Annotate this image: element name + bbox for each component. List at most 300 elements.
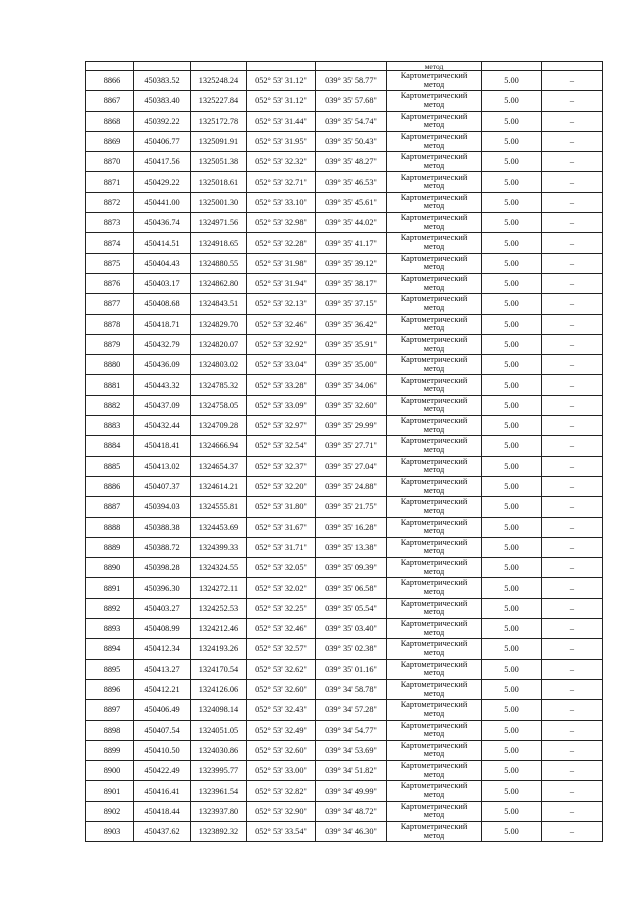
x-coordinate: 450394.03 — [134, 497, 191, 517]
note-dash: – — [542, 314, 603, 334]
x-coordinate: 450410.50 — [134, 740, 191, 760]
method-line-2: метод — [423, 587, 445, 597]
note-dash: – — [542, 456, 603, 476]
note-dash: – — [542, 416, 603, 436]
table-row — [86, 740, 603, 760]
y-coordinate: 1323892.32 — [191, 821, 247, 841]
y-coordinate: 1324880.55 — [191, 253, 247, 273]
table-row — [86, 497, 603, 517]
x-coordinate: 450392.22 — [134, 111, 191, 131]
method-line-1: Картометрический — [400, 822, 468, 832]
x-coordinate: 450441.00 — [134, 192, 191, 212]
longitude: 039° 35' 50.43" — [316, 131, 387, 151]
point-number: 8901 — [86, 781, 134, 801]
longitude: 039° 35' 35.00" — [316, 355, 387, 375]
method-line-1: Картометрический — [400, 91, 468, 101]
accuracy-value: 5.00 — [482, 395, 542, 415]
determination-method — [387, 558, 482, 578]
table-row — [86, 355, 603, 375]
determination-method — [387, 152, 482, 172]
determination-method — [387, 294, 482, 314]
top-cell-x — [134, 62, 191, 71]
note-dash: – — [542, 131, 603, 151]
method-line-2: метод — [423, 668, 445, 678]
point-number: 8903 — [86, 821, 134, 841]
longitude: 039° 35' 36.42" — [316, 314, 387, 334]
latitude: 052° 53' 32.97" — [247, 416, 316, 436]
point-number: 8895 — [86, 659, 134, 679]
top-cell-accuracy — [482, 62, 542, 71]
y-coordinate: 1324758.05 — [191, 395, 247, 415]
y-coordinate: 1324193.26 — [191, 639, 247, 659]
latitude: 052° 53' 33.09" — [247, 395, 316, 415]
longitude: 039° 35' 57.68" — [316, 91, 387, 111]
method-line-2: метод — [423, 810, 445, 820]
y-coordinate: 1323961.54 — [191, 781, 247, 801]
accuracy-value: 5.00 — [482, 456, 542, 476]
accuracy-value: 5.00 — [482, 213, 542, 233]
method-line-2: метод — [423, 140, 445, 150]
y-coordinate: 1325248.24 — [191, 71, 247, 91]
method-line-2: метод — [423, 465, 445, 475]
accuracy-value: 5.00 — [482, 294, 542, 314]
method-line-2: метод — [423, 323, 445, 333]
longitude: 039° 35' 02.38" — [316, 639, 387, 659]
point-number: 8898 — [86, 720, 134, 740]
longitude: 039° 35' 01.16" — [316, 659, 387, 679]
x-coordinate: 450418.44 — [134, 801, 191, 821]
latitude: 052° 53' 32.60" — [247, 740, 316, 760]
accuracy-value: 5.00 — [482, 71, 542, 91]
method-line-2: метод — [423, 181, 445, 191]
method-line-1: Картометрический — [400, 659, 468, 669]
table-row — [86, 273, 603, 293]
note-dash: – — [542, 294, 603, 314]
y-coordinate: 1324654.37 — [191, 456, 247, 476]
method-line-1: Картометрический — [400, 700, 468, 710]
determination-method — [387, 375, 482, 395]
point-number: 8894 — [86, 639, 134, 659]
determination-method — [387, 598, 482, 618]
x-coordinate: 450429.22 — [134, 172, 191, 192]
determination-method — [387, 659, 482, 679]
method-line-2: метод — [423, 424, 445, 434]
determination-method — [387, 517, 482, 537]
accuracy-value: 5.00 — [482, 700, 542, 720]
point-number: 8885 — [86, 456, 134, 476]
method-line-2: метод — [423, 120, 445, 130]
note-dash: – — [542, 679, 603, 699]
longitude: 039° 35' 05.54" — [316, 598, 387, 618]
latitude: 052° 53' 32.32" — [247, 152, 316, 172]
method-line-1: Картометрический — [400, 172, 468, 182]
y-coordinate: 1325001.30 — [191, 192, 247, 212]
longitude: 039° 35' 16.28" — [316, 517, 387, 537]
method-line-2: метод — [423, 160, 445, 170]
method-line-1: Картометрический — [400, 639, 468, 649]
method-line-1: Картометрический — [400, 334, 468, 344]
table-row — [86, 334, 603, 354]
accuracy-value: 5.00 — [482, 720, 542, 740]
method-line-2: метод — [423, 444, 445, 454]
x-coordinate: 450443.32 — [134, 375, 191, 395]
x-coordinate: 450403.27 — [134, 598, 191, 618]
accuracy-value: 5.00 — [482, 740, 542, 760]
determination-method — [387, 273, 482, 293]
longitude: 039° 35' 41.17" — [316, 233, 387, 253]
x-coordinate: 450417.56 — [134, 152, 191, 172]
x-coordinate: 450398.28 — [134, 558, 191, 578]
latitude: 052° 53' 32.60" — [247, 679, 316, 699]
note-dash: – — [542, 639, 603, 659]
determination-method — [387, 578, 482, 598]
method-line-1: Картометрический — [400, 720, 468, 730]
accuracy-value: 5.00 — [482, 111, 542, 131]
x-coordinate: 450403.17 — [134, 273, 191, 293]
x-coordinate: 450396.30 — [134, 578, 191, 598]
x-coordinate: 450383.40 — [134, 91, 191, 111]
note-dash: – — [542, 537, 603, 557]
method-line-2: метод — [423, 282, 445, 292]
y-coordinate: 1324212.46 — [191, 619, 247, 639]
table-row — [86, 172, 603, 192]
x-coordinate: 450414.51 — [134, 233, 191, 253]
longitude: 039° 35' 54.74" — [316, 111, 387, 131]
accuracy-value: 5.00 — [482, 558, 542, 578]
method-line-1: Картометрический — [400, 436, 468, 446]
method-line-2: метод — [423, 302, 445, 312]
method-line-1: Картометрический — [400, 558, 468, 568]
x-coordinate: 450412.21 — [134, 679, 191, 699]
note-dash: – — [542, 253, 603, 273]
point-number: 8880 — [86, 355, 134, 375]
accuracy-value: 5.00 — [482, 233, 542, 253]
latitude: 052° 53' 33.10" — [247, 192, 316, 212]
note-dash: – — [542, 192, 603, 212]
note-dash: – — [542, 720, 603, 740]
note-dash: – — [542, 558, 603, 578]
method-line-1: Картометрический — [400, 456, 468, 466]
longitude: 039° 35' 32.60" — [316, 395, 387, 415]
accuracy-value: 5.00 — [482, 91, 542, 111]
top-cell-lat — [247, 62, 316, 71]
determination-method — [387, 679, 482, 699]
method-line-2: метод — [423, 505, 445, 515]
y-coordinate: 1325091.91 — [191, 131, 247, 151]
point-number: 8879 — [86, 334, 134, 354]
table-top-row — [86, 62, 603, 71]
method-line-2: метод — [423, 607, 445, 617]
longitude: 039° 34' 54.77" — [316, 720, 387, 740]
latitude: 052° 53' 32.02" — [247, 578, 316, 598]
table-row — [86, 476, 603, 496]
latitude: 052° 53' 32.43" — [247, 700, 316, 720]
top-cell-y — [191, 62, 247, 71]
table-row — [86, 598, 603, 618]
y-coordinate: 1324918.65 — [191, 233, 247, 253]
y-coordinate: 1324862.80 — [191, 273, 247, 293]
table-row — [86, 659, 603, 679]
point-number: 8877 — [86, 294, 134, 314]
determination-method — [387, 416, 482, 436]
determination-method — [387, 213, 482, 233]
y-coordinate: 1325051.38 — [191, 152, 247, 172]
x-coordinate: 450437.62 — [134, 821, 191, 841]
method-line-2: метод — [423, 769, 445, 779]
latitude: 052° 53' 32.05" — [247, 558, 316, 578]
point-number: 8868 — [86, 111, 134, 131]
top-cell-lon — [316, 62, 387, 71]
method-line-1: Картометрический — [400, 395, 468, 405]
longitude: 039° 35' 38.17" — [316, 273, 387, 293]
accuracy-value: 5.00 — [482, 679, 542, 699]
table-row — [86, 91, 603, 111]
latitude: 052° 53' 32.98" — [247, 213, 316, 233]
method-line-2: метод — [423, 708, 445, 718]
note-dash: – — [542, 598, 603, 618]
point-number: 8887 — [86, 497, 134, 517]
point-number: 8878 — [86, 314, 134, 334]
x-coordinate: 450432.79 — [134, 334, 191, 354]
longitude: 039° 35' 24.88" — [316, 476, 387, 496]
latitude: 052° 53' 31.98" — [247, 253, 316, 273]
latitude: 052° 53' 31.44" — [247, 111, 316, 131]
method-line-2: метод — [423, 79, 445, 89]
accuracy-value: 5.00 — [482, 355, 542, 375]
point-number: 8871 — [86, 172, 134, 192]
longitude: 039° 35' 35.91" — [316, 334, 387, 354]
method-line-1: Картометрический — [400, 253, 468, 263]
y-coordinate: 1324820.07 — [191, 334, 247, 354]
latitude: 052° 53' 31.95" — [247, 131, 316, 151]
note-dash: – — [542, 395, 603, 415]
method-line-1: Картометрический — [400, 355, 468, 365]
method-line-1: Картометрический — [400, 801, 468, 811]
x-coordinate: 450407.54 — [134, 720, 191, 740]
table-row — [86, 213, 603, 233]
latitude: 052° 53' 31.12" — [247, 71, 316, 91]
latitude: 052° 53' 31.12" — [247, 91, 316, 111]
determination-method — [387, 111, 482, 131]
latitude: 052° 53' 31.67" — [247, 517, 316, 537]
table-row — [86, 131, 603, 151]
latitude: 052° 53' 32.57" — [247, 639, 316, 659]
method-line-2: метод — [423, 262, 445, 272]
method-line-2: метод — [423, 729, 445, 739]
latitude: 052° 53' 32.13" — [247, 294, 316, 314]
coordinates-table — [85, 61, 603, 842]
latitude: 052° 53' 31.71" — [247, 537, 316, 557]
x-coordinate: 450432.44 — [134, 416, 191, 436]
method-line-1: Картометрический — [400, 781, 468, 791]
y-coordinate: 1324453.69 — [191, 517, 247, 537]
method-line-1: Картометрический — [400, 131, 468, 141]
longitude: 039° 35' 09.39" — [316, 558, 387, 578]
table-row — [86, 456, 603, 476]
latitude: 052° 53' 32.71" — [247, 172, 316, 192]
top-cell-note — [542, 62, 603, 71]
note-dash: – — [542, 740, 603, 760]
x-coordinate: 450422.49 — [134, 761, 191, 781]
x-coordinate: 450412.34 — [134, 639, 191, 659]
table-row — [86, 233, 603, 253]
determination-method — [387, 821, 482, 841]
determination-method — [387, 172, 482, 192]
x-coordinate: 450408.99 — [134, 619, 191, 639]
table-row — [86, 111, 603, 131]
accuracy-value: 5.00 — [482, 537, 542, 557]
determination-method — [387, 781, 482, 801]
determination-method — [387, 639, 482, 659]
method-line-2: метод — [423, 221, 445, 231]
x-coordinate: 450407.37 — [134, 476, 191, 496]
method-line-2: метод — [423, 363, 445, 373]
accuracy-value: 5.00 — [482, 375, 542, 395]
y-coordinate: 1324126.06 — [191, 679, 247, 699]
longitude: 039° 35' 21.75" — [316, 497, 387, 517]
determination-method — [387, 720, 482, 740]
point-number: 8900 — [86, 761, 134, 781]
determination-method — [387, 456, 482, 476]
method-line-2: метод — [423, 343, 445, 353]
accuracy-value: 5.00 — [482, 781, 542, 801]
longitude: 039° 34' 48.72" — [316, 801, 387, 821]
note-dash: – — [542, 436, 603, 456]
y-coordinate: 1324272.11 — [191, 578, 247, 598]
longitude: 039° 35' 34.06" — [316, 375, 387, 395]
accuracy-value: 5.00 — [482, 659, 542, 679]
method-line-2: метод — [423, 647, 445, 657]
accuracy-value: 5.00 — [482, 253, 542, 273]
note-dash: – — [542, 781, 603, 801]
longitude: 039° 35' 06.58" — [316, 578, 387, 598]
table-row — [86, 537, 603, 557]
latitude: 052° 53' 32.82" — [247, 781, 316, 801]
note-dash: – — [542, 801, 603, 821]
determination-method — [387, 314, 482, 334]
note-dash: – — [542, 497, 603, 517]
method-line-1: Картометрический — [400, 294, 468, 304]
point-number: 8889 — [86, 537, 134, 557]
y-coordinate: 1325172.78 — [191, 111, 247, 131]
y-coordinate: 1324098.14 — [191, 700, 247, 720]
accuracy-value: 5.00 — [482, 416, 542, 436]
y-coordinate: 1325018.61 — [191, 172, 247, 192]
point-number: 8890 — [86, 558, 134, 578]
method-line-1: Картометрический — [400, 375, 468, 385]
latitude: 052° 53' 32.49" — [247, 720, 316, 740]
table-row — [86, 294, 603, 314]
accuracy-value: 5.00 — [482, 578, 542, 598]
x-coordinate: 450436.74 — [134, 213, 191, 233]
longitude: 039° 35' 39.12" — [316, 253, 387, 273]
table-row — [86, 192, 603, 212]
accuracy-value: 5.00 — [482, 598, 542, 618]
top-cell-method: метод — [387, 62, 482, 71]
point-number: 8888 — [86, 517, 134, 537]
method-line-1: Картометрический — [400, 619, 468, 629]
note-dash: – — [542, 659, 603, 679]
accuracy-value: 5.00 — [482, 801, 542, 821]
method-line-1: Картометрический — [400, 192, 468, 202]
note-dash: – — [542, 517, 603, 537]
accuracy-value: 5.00 — [482, 619, 542, 639]
table-row — [86, 395, 603, 415]
longitude: 039° 34' 51.82" — [316, 761, 387, 781]
latitude: 052° 53' 32.20" — [247, 476, 316, 496]
point-number: 8896 — [86, 679, 134, 699]
top-cell-number — [86, 62, 134, 71]
latitude: 052° 53' 32.90" — [247, 801, 316, 821]
determination-method — [387, 761, 482, 781]
determination-method — [387, 71, 482, 91]
x-coordinate: 450406.77 — [134, 131, 191, 151]
latitude: 052° 53' 33.04" — [247, 355, 316, 375]
method-line-2: метод — [423, 790, 445, 800]
determination-method — [387, 91, 482, 111]
method-line-1: Картометрический — [400, 152, 468, 162]
longitude: 039° 35' 29.99" — [316, 416, 387, 436]
method-line-1: Картометрический — [400, 274, 468, 284]
note-dash: – — [542, 700, 603, 720]
table-row — [86, 761, 603, 781]
table-body — [86, 62, 603, 842]
x-coordinate: 450413.27 — [134, 659, 191, 679]
point-number: 8867 — [86, 91, 134, 111]
determination-method — [387, 801, 482, 821]
note-dash: – — [542, 375, 603, 395]
latitude: 052° 53' 32.54" — [247, 436, 316, 456]
x-coordinate: 450437.09 — [134, 395, 191, 415]
method-line-1: Картометрический — [400, 578, 468, 588]
table-row — [86, 416, 603, 436]
point-number: 8883 — [86, 416, 134, 436]
longitude: 039° 35' 13.38" — [316, 537, 387, 557]
point-number: 8872 — [86, 192, 134, 212]
x-coordinate: 450388.38 — [134, 517, 191, 537]
determination-method — [387, 436, 482, 456]
determination-method — [387, 537, 482, 557]
latitude: 052° 53' 31.94" — [247, 273, 316, 293]
point-number: 8902 — [86, 801, 134, 821]
point-number: 8870 — [86, 152, 134, 172]
x-coordinate: 450404.43 — [134, 253, 191, 273]
determination-method — [387, 395, 482, 415]
y-coordinate: 1325227.84 — [191, 91, 247, 111]
y-coordinate: 1324843.51 — [191, 294, 247, 314]
point-number: 8873 — [86, 213, 134, 233]
note-dash: – — [542, 91, 603, 111]
latitude: 052° 53' 33.54" — [247, 821, 316, 841]
accuracy-value: 5.00 — [482, 192, 542, 212]
note-dash: – — [542, 761, 603, 781]
table-row — [86, 558, 603, 578]
table-row — [86, 821, 603, 841]
note-dash: – — [542, 334, 603, 354]
method-line-1: Картометрический — [400, 537, 468, 547]
method-line-1: Картометрический — [400, 416, 468, 426]
point-number: 8874 — [86, 233, 134, 253]
y-coordinate: 1324051.05 — [191, 720, 247, 740]
point-number: 8866 — [86, 71, 134, 91]
determination-method — [387, 476, 482, 496]
x-coordinate: 450436.09 — [134, 355, 191, 375]
y-coordinate: 1324170.54 — [191, 659, 247, 679]
point-number: 8892 — [86, 598, 134, 618]
longitude: 039° 35' 45.61" — [316, 192, 387, 212]
latitude: 052° 53' 32.46" — [247, 314, 316, 334]
y-coordinate: 1323937.80 — [191, 801, 247, 821]
